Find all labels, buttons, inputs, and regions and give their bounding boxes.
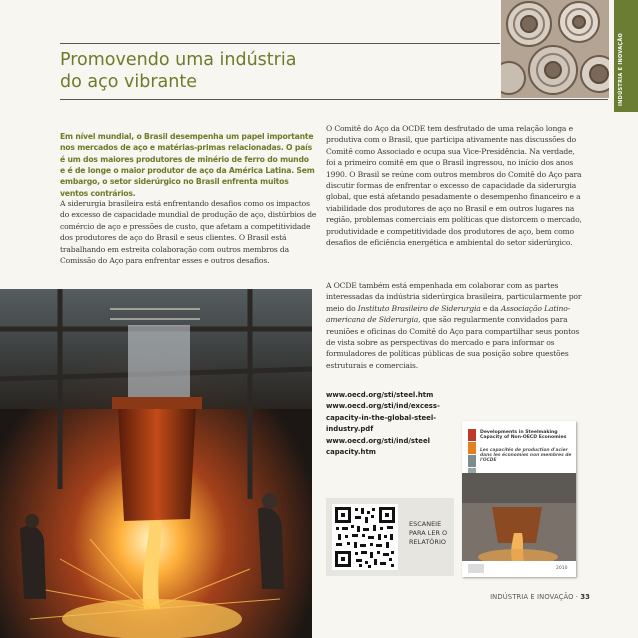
cover-title: Developments in Steelmaking Capacity of Non-OECD Economies: [480, 430, 567, 441]
left-body-paragraph: A siderurgia brasileira está enfrentando desafios como os impactos do excesso de capacidade mundial de produção de aço, distúrbios de comércio de aço e pressões de custo, que afetam a competitividade dos produtores de aço do Brasil e seus clientes. O Brasil está trabalhando em estreita colaboração com outros membros da Comissão do Aço para enfrentar esses e outros desafios.: [60, 199, 317, 266]
org-name-alacero: Associação Latino-americana de Siderurgia: [326, 303, 571, 325]
qr-code-icon: [332, 504, 398, 570]
cover-furnace-image: [462, 473, 576, 561]
title-line-1: Promovendo uma indústria: [60, 50, 297, 70]
report-cover[interactable]: [462, 421, 576, 577]
paragraph-text: e da: [480, 303, 501, 313]
org-name-ibs: Instituto Brasileiro de Siderurgia: [357, 303, 481, 313]
top-rule: [60, 43, 500, 44]
qr-caption-line-2: PARA LER O: [409, 529, 448, 537]
cover-image: [462, 473, 576, 561]
page-number: 33: [580, 593, 590, 601]
section-tab-label: INDÚSTRIA E INOVAÇÃO: [618, 32, 624, 106]
section-tab: [614, 0, 638, 112]
cover-year: 2010: [556, 566, 568, 571]
qr-caption-line-3: RELATÓRIO: [409, 538, 446, 546]
molten-steel-image: [0, 289, 312, 638]
title-line-2: do aço vibrante: [60, 72, 197, 92]
page-footer: [440, 593, 590, 601]
paragraph-text: A OCDE também está empenhada em colaborar com as partes interessadas da indústria siderúrgica brasileira, particularmente por meio do: [326, 281, 582, 313]
lead-paragraph: Em nível mundial, o Brasil desempenha um papel importante nos mercados de aço e matérias-primas relacionadas. O país é um dos maiores produtores de minério de ferro do mundo e é de longe o maior produtor de aço da América Latina. Sem embargo, o setor siderúrgico no Brasil enfrenta muitos ventos contrários.: [60, 131, 315, 198]
link-steel[interactable]: www.oecd.org/sti/steel.htm: [326, 391, 434, 399]
steel-coils-image: [501, 0, 609, 98]
reference-links: [326, 390, 456, 458]
qr-caption-line-1: ESCANEIE: [409, 520, 442, 528]
oecd-logo: [468, 564, 484, 573]
qr-box: [326, 498, 454, 576]
right-body-paragraph-1: O Comitê do Aço da OCDE tem desfrutado de uma relação longa e produtiva com o Brasil, que participa ativamente nas discussões do Comitê como Associado e ocupa sua Vice-Presidência. Na verdade, foi a primeiro comitê em que o Brasil ingressou, no início dos anos 1990. O Brasil se reúne com outros membros do Comitê do Aço para discutir formas de enfrentar o excesso de capacidade da siderurgia global, que está afetando pesadamente o desempenho financeiro e a viabilidade dos produtores de aço no Brasil e em outros lugares na região, problemas comerciais em políticas que distorcem o mercado, produtividade e competitividade dos produtores de aço, bem como desafios de eficiência energética e ambiental do setor siderúrgico.: [326, 124, 582, 248]
steel-coils-photo: [501, 0, 609, 98]
link-excess-capacity[interactable]: www.oecd.org/sti/ind/excess-capacity-in-the-global-steel-industry.pdf: [326, 402, 440, 434]
footer-section: INDÚSTRIA E INOVAÇÃO: [490, 593, 574, 601]
cover-subtitle: Les capacités de production d'acier dans les économies non membres de l'OCDE: [480, 448, 572, 464]
foundry-photo: [0, 289, 312, 638]
right-body-paragraph-2: [326, 280, 586, 371]
page-title: [60, 49, 480, 93]
link-steel-capacity[interactable]: www.oecd.org/sti/ind/steel capacity.htm: [326, 436, 430, 457]
paragraph-text: , que são regularmente convidados para reuniões e oficinas do Comitê do Aço para compartilhar seus pontos de vista sobre as perspectivas do mercado e para informar os formuladores de políticas públicas de sua posição sobre questões estruturais e comerciais.: [326, 315, 580, 370]
qr-caption: [409, 520, 453, 547]
footer-separator: ·: [575, 593, 579, 601]
title-bottom-rule: [60, 99, 608, 100]
qr-code[interactable]: [332, 504, 398, 570]
